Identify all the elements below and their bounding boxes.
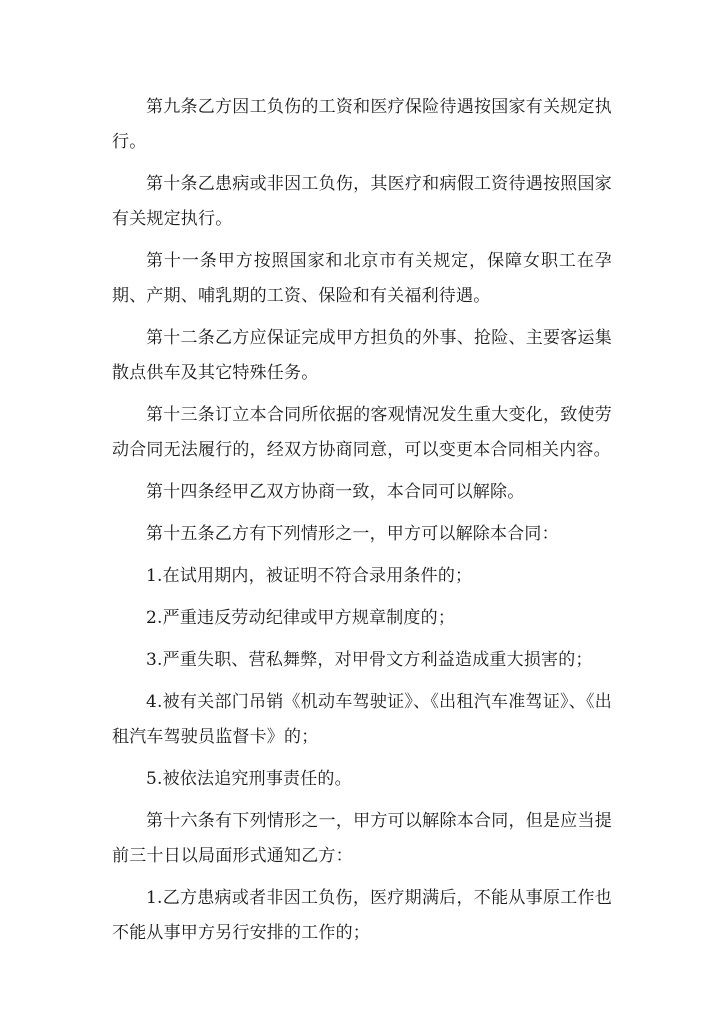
article-11: 第十一条甲方按照国家和北京市有关规定，保障女职工在孕期、产期、哺乳期的工资、保险和有关福利待遇。: [112, 251, 612, 306]
article-15: 第十五条乙方有下列情形之一，甲方可以解除本合同：: [146, 524, 559, 544]
article-14: 第十四条经甲乙双方协商一致，本合同可以解除。: [146, 482, 525, 502]
document-body: [112, 90, 612, 958]
article-15-item-5: 5.被依法追究刑事责任的。: [146, 769, 352, 789]
article-15-item-3: 3.严重失职、营私舞弊，对甲骨文方利益造成重大损害的；: [146, 650, 593, 670]
article-16: 第十六条有下列情形之一，甲方可以解除本合同，但是应当提前三十日以局面形式通知乙方：: [112, 811, 612, 866]
article-12: 第十二条乙方应保证完成甲方担负的外事、抢险、主要客运集散点供车及其它特殊任务。: [112, 328, 612, 383]
article-13: 第十三条订立本合同所依据的客观情况发生重大变化，致使劳动合同无法履行的，经双方协商同意，可以变更本合同相关内容。: [112, 405, 612, 460]
article-15-item-2: 2.严重违反劳动纪律或甲方规章制度的；: [146, 608, 456, 628]
article-15-item-1: 1.在试用期内，被证明不符合录用条件的；: [146, 566, 473, 586]
article-9: 第九条乙方因工负伤的工资和医疗保险待遇按国家有关规定执行。: [112, 97, 612, 152]
article-16-item-1: 1.乙方患病或者非因工负伤，医疗期满后，不能从事原工作也不能从事甲方另行安排的工作的；: [112, 888, 612, 943]
article-10: 第十条乙患病或非因工负伤，其医疗和病假工资待遇按照国家有关规定执行。: [112, 174, 612, 229]
article-15-item-4: 4.被有关部门吊销《机动车驾驶证》、《出租汽车准驾证》、《出租汽车驾驶员监督卡》的；: [112, 692, 612, 747]
